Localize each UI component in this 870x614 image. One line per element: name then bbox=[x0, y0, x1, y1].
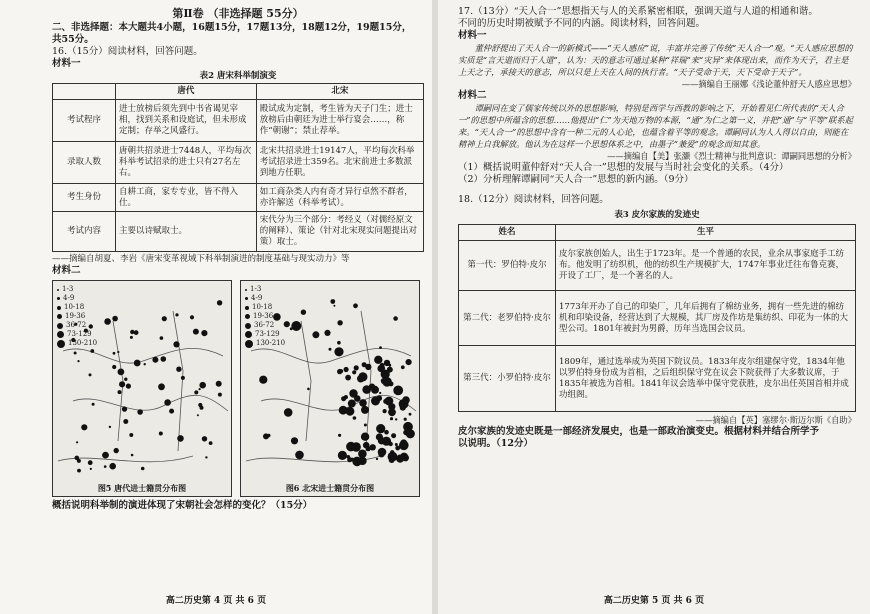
jinshi-dot bbox=[104, 465, 107, 468]
jinshi-dot bbox=[175, 313, 178, 316]
jinshi-dot bbox=[119, 381, 125, 387]
table-row bbox=[459, 346, 856, 412]
question-16: 16.（15分）阅读材料，回答问题。 bbox=[52, 46, 203, 57]
jinshi-dot bbox=[284, 408, 293, 417]
legend-item bbox=[57, 294, 97, 303]
song-cell: 殿试成为定制，考生皆为天子门生；进士放榜后由朝廷为进士举行宴会……，称作“朝谢”；禁止荐举。 bbox=[256, 100, 423, 142]
song-cell: 如工商杂类人内有奇才异行卓然不群者，亦许解送（科举考试）。 bbox=[256, 184, 423, 212]
jinshi-dot bbox=[295, 451, 304, 460]
legend-dot-icon bbox=[57, 340, 65, 348]
jinshi-dot bbox=[216, 381, 222, 387]
jinshi-dot bbox=[376, 395, 382, 401]
jinshi-dot bbox=[161, 356, 167, 362]
jinshi-dot bbox=[383, 399, 388, 404]
jinshi-dot bbox=[400, 405, 406, 411]
legend-label: 1-3 bbox=[250, 285, 262, 293]
material-2-quote: 谭嗣同在变了儒家传统以外的思想影响，特别是西学与西教的影响之下，开始看见仁所代表的“天人合一”的思想中所蕴含的思想……他提出“仁”为天地万物的本源，“通”为仁之第一义，并把“通”与“平等”联系起来。“天人合一”的思想中含有一种二元的人心论，也蕴含着平等的观念。谭嗣同认为人人得以自由，则能在精神上自我解放。他认为在这样一个思想体系之中，由墨子“兼爱”的观念而知其意。 bbox=[458, 103, 853, 149]
jinshi-dot bbox=[337, 369, 342, 374]
jinshi-dot bbox=[190, 315, 194, 319]
map-song bbox=[240, 280, 420, 497]
jinshi-dot bbox=[406, 359, 412, 365]
jinshi-dot bbox=[409, 413, 412, 416]
row-label: 录取人数 bbox=[53, 142, 116, 184]
jinshi-dot bbox=[364, 424, 367, 427]
jinshi-dot bbox=[137, 409, 143, 415]
legend-dot-icon bbox=[245, 289, 247, 291]
jinshi-dot bbox=[369, 384, 376, 391]
jinshi-dot bbox=[173, 341, 179, 347]
table-row bbox=[53, 212, 424, 252]
tang-cell: 主要以诗赋取士。 bbox=[116, 212, 257, 252]
jinshi-dot bbox=[104, 318, 111, 325]
jinshi-dot bbox=[181, 376, 185, 380]
legend-item bbox=[245, 294, 285, 303]
legend-label: 10-18 bbox=[64, 303, 85, 311]
generation-text: 1809年，通过选举成为英国下院议员。1833年皮尔组建保守党，1834年他以罗伯特身份成为首相，之后组织保守党在议会下院获得了大多数议席，于1835年被选为首相。1841年议会选举中保守党获胜，皮尔出任英国首相并成功组阁。 bbox=[556, 346, 856, 412]
jinshi-dot bbox=[333, 305, 335, 307]
jinshi-dot bbox=[347, 444, 354, 451]
legend-label: 73-129 bbox=[255, 330, 280, 338]
jinshi-dot bbox=[113, 352, 116, 355]
legend-dot-icon bbox=[245, 340, 253, 348]
table-row bbox=[459, 291, 856, 346]
jinshi-dot bbox=[388, 408, 396, 416]
question-16-prompt: 概括说明科举制的演进体现了宋朝社会怎样的变化？（15分） bbox=[52, 500, 313, 511]
left-page bbox=[0, 0, 432, 614]
tang-cell: 自耕工商，家专专业，皆不得入仕。 bbox=[116, 184, 257, 212]
jinshi-dot bbox=[201, 330, 207, 336]
jinshi-dot bbox=[393, 316, 398, 321]
jinshi-dot bbox=[144, 363, 146, 365]
material-2-label: 材料二 bbox=[458, 90, 487, 101]
right-page bbox=[438, 0, 870, 614]
jinshi-dot bbox=[134, 330, 139, 335]
map-border-line bbox=[63, 348, 223, 363]
jinshi-dot bbox=[74, 352, 77, 355]
song-cell: 宋代分为三个部分：考经义（对儒经原文的阐释）、策论（针对北宋现实问题提出对策）取士。 bbox=[256, 212, 423, 252]
row-label: 考试内容 bbox=[53, 212, 116, 252]
jinshi-dot bbox=[218, 393, 222, 397]
material-2-label: 材料二 bbox=[52, 265, 81, 276]
jinshi-dot bbox=[352, 370, 356, 374]
legend-dot-icon bbox=[245, 306, 249, 310]
table-row bbox=[53, 142, 424, 184]
jinshi-dot bbox=[152, 357, 158, 363]
table-row bbox=[53, 184, 424, 212]
jinshi-dot bbox=[194, 390, 198, 394]
jinshi-dot bbox=[291, 321, 301, 331]
map-border-line bbox=[173, 311, 183, 451]
material-1-label: 材料一 bbox=[458, 30, 487, 41]
sub-question-2: （2）分析理解谭嗣同“天人合一”思想的新内涵。（9分） bbox=[458, 174, 694, 185]
jinshi-dot bbox=[162, 316, 167, 321]
legend-dot-icon bbox=[245, 323, 251, 329]
jinshi-dot bbox=[358, 372, 367, 381]
table-header-tang: 唐代 bbox=[116, 84, 257, 100]
generation-label: 第二代：老罗伯特·皮尔 bbox=[459, 291, 556, 346]
jinshi-dot bbox=[376, 458, 378, 460]
legend-label: 36-72 bbox=[66, 321, 87, 329]
map-caption-song: 图6 北宋进士籍贯分布图 bbox=[285, 483, 375, 493]
jinshi-dot bbox=[117, 351, 119, 353]
map-legend bbox=[57, 285, 97, 348]
page-footer-right: 高二历史第 5 页 共 6 页 bbox=[603, 596, 705, 606]
table-header-name: 姓名 bbox=[459, 225, 556, 241]
material-1-label: 材料一 bbox=[52, 58, 81, 69]
jinshi-dot bbox=[159, 432, 163, 436]
jinshi-dot bbox=[134, 360, 141, 367]
legend-item bbox=[245, 321, 285, 330]
legend-item bbox=[245, 330, 285, 339]
jinshi-dot bbox=[395, 443, 398, 446]
legend-label: 130-210 bbox=[256, 339, 286, 347]
jinshi-dot bbox=[379, 392, 381, 394]
instruction-line2: 共55分。 bbox=[52, 34, 94, 45]
legend-item bbox=[245, 285, 285, 294]
jinshi-dot bbox=[141, 467, 145, 471]
table-row bbox=[459, 241, 856, 291]
jinshi-dot bbox=[217, 300, 222, 305]
jinshi-dot bbox=[338, 434, 341, 437]
table-3 bbox=[458, 224, 856, 412]
legend-dot-icon bbox=[245, 297, 248, 300]
jinshi-dot bbox=[404, 418, 407, 421]
jinshi-dot bbox=[126, 384, 131, 389]
jinshi-dot bbox=[131, 454, 134, 457]
jinshi-dot bbox=[395, 418, 397, 420]
legend-label: 19-36 bbox=[65, 312, 86, 320]
jinshi-dot bbox=[399, 441, 409, 451]
jinshi-dot bbox=[376, 424, 385, 433]
jinshi-dot bbox=[263, 433, 269, 439]
jinshi-dot bbox=[202, 436, 207, 441]
jinshi-dot bbox=[391, 433, 396, 438]
legend-dot-icon bbox=[57, 323, 63, 329]
jinshi-dot bbox=[359, 399, 367, 407]
jinshi-dot bbox=[291, 437, 298, 444]
jinshi-dot bbox=[200, 406, 204, 410]
table-2-title: 表2 唐宋科举制演变 bbox=[199, 71, 277, 81]
jinshi-dot bbox=[129, 433, 133, 437]
legend-item bbox=[57, 303, 97, 312]
legend-label: 4-9 bbox=[63, 294, 75, 302]
jinshi-dot bbox=[362, 362, 367, 367]
legend-item bbox=[245, 303, 285, 312]
question-18: 18.（12分）阅读材料，回答问题。 bbox=[458, 194, 609, 205]
jinshi-dot bbox=[307, 388, 310, 391]
jinshi-dot bbox=[379, 346, 382, 349]
jinshi-dot bbox=[124, 378, 127, 381]
legend-item bbox=[57, 339, 97, 348]
jinshi-dot bbox=[384, 430, 389, 435]
table-header-empty bbox=[53, 84, 116, 100]
question-17-line2: 不同的历史时期被赋予不同的内涵。阅读材料，回答问题。 bbox=[458, 18, 706, 29]
legend-label: 19-36 bbox=[253, 312, 274, 320]
jinshi-dot bbox=[290, 327, 293, 330]
jinshi-dot bbox=[395, 446, 400, 451]
material-1-quote: 董仲舒提出了天人合一的新模式——“天人感应”说，丰富并完善了传统“天人合一”观。“天人感应思想的实质是“言天道而归于人道”，认为：天的意志可通过某种“祥瑞”来“灾异”来体现出来，而作为天子，君主是上天之子，承接天的意志，所以只是上天在人间的执行者。“天子受命于天，天下受命于天子”。 bbox=[458, 43, 853, 77]
jinshi-dot bbox=[389, 442, 393, 446]
jinshi-dot bbox=[176, 367, 181, 372]
jinshi-dot bbox=[387, 367, 393, 373]
tang-cell: 唐朝共招录进士7448人，平均每次科举考试招录的进士只有27名左右。 bbox=[116, 142, 257, 184]
generation-text: 皮尔家族创始人，出生于1723年。是一个普通的农民，业余从事家庭手工纺布。他发明了纺织机，他的纺织生产规模扩大，1747年事业迁往布鲁克赛，开设了工厂，是一个著名的人。 bbox=[556, 241, 856, 291]
jinshi-dot bbox=[199, 388, 201, 390]
jinshi-dot bbox=[76, 441, 78, 443]
jinshi-dot bbox=[341, 396, 346, 401]
jinshi-dot bbox=[381, 378, 387, 384]
legend-dot-icon bbox=[245, 314, 250, 319]
jinshi-dot bbox=[259, 376, 267, 384]
table-2 bbox=[52, 83, 424, 252]
jinshi-dot bbox=[89, 373, 92, 376]
jinshi-dot bbox=[118, 390, 122, 394]
table-header-life: 生平 bbox=[556, 225, 856, 241]
instruction-line1: 二、非选择题：本大题共4小题，16题15分，17题13分，18题12分，19题15分， bbox=[52, 22, 412, 33]
legend-item bbox=[245, 312, 285, 321]
table-header-row bbox=[53, 84, 424, 100]
jinshi-dot bbox=[352, 457, 362, 467]
jinshi-dot bbox=[366, 446, 371, 451]
jinshi-dot bbox=[337, 320, 342, 325]
jinshi-dot bbox=[164, 399, 171, 406]
jinshi-dot bbox=[77, 360, 79, 362]
jinshi-dot bbox=[81, 424, 87, 430]
jinshi-dot bbox=[324, 330, 330, 336]
jinshi-dot bbox=[334, 347, 343, 356]
jinshi-dot bbox=[380, 363, 385, 368]
jinshi-dot bbox=[401, 365, 405, 369]
legend-dot-icon bbox=[57, 306, 61, 310]
jinshi-dot bbox=[353, 416, 357, 420]
jinshi-dot bbox=[329, 348, 332, 351]
jinshi-dot bbox=[404, 423, 410, 429]
jinshi-dot bbox=[374, 356, 382, 364]
jinshi-dot bbox=[354, 395, 361, 402]
section-title: 第Ⅱ卷 （非选择题 55分） bbox=[172, 7, 304, 20]
jinshi-dot bbox=[384, 360, 390, 366]
row-label: 考试程序 bbox=[53, 100, 116, 142]
table-header-row bbox=[459, 225, 856, 241]
jinshi-dot bbox=[88, 460, 93, 465]
jinshi-dot bbox=[339, 406, 348, 415]
tang-cell: 进士放榜后须先到中书省谒见宰相，找到关系和设庭试，但未形成定制；存举之风盛行。 bbox=[116, 100, 257, 142]
jinshi-dot bbox=[383, 409, 387, 413]
legend-dot-icon bbox=[245, 331, 252, 338]
legend-label: 36-72 bbox=[254, 321, 275, 329]
jinshi-dot bbox=[301, 310, 306, 315]
generation-text: 1773年开办了自己的印染厂，几年后拥有了棉纺业务，拥有一些先进的棉纺机和印染设备，经营达到了大规模，其厂房及作坊是集纺织、印花为一体的大型公司。1801年被封为男爵，历年当选国会议员。 bbox=[556, 291, 856, 346]
jinshi-dot bbox=[378, 448, 387, 457]
map-tang bbox=[52, 280, 232, 497]
map-border-line bbox=[73, 395, 228, 411]
jinshi-dot bbox=[114, 448, 119, 453]
jinshi-dot bbox=[330, 299, 335, 304]
jinshi-dot bbox=[354, 365, 359, 370]
table-2-source: ——摘编自胡夏、李岩《唐宋变革视域下科举制演进的制度基础与现实动力》等 bbox=[52, 254, 350, 264]
jinshi-dot bbox=[118, 369, 125, 376]
song-cell: 北宋共招录进士19147人，平均每次科举考试招录进士359名。北宋前进士多数派到地方任职。 bbox=[256, 142, 423, 184]
jinshi-dot bbox=[389, 381, 394, 386]
map-border-line bbox=[113, 321, 123, 441]
legend-label: 130-210 bbox=[68, 339, 98, 347]
jinshi-dot bbox=[169, 409, 174, 414]
generation-label: 第一代：罗伯特·皮尔 bbox=[459, 241, 556, 291]
material-1-source: ——摘编自王丽娜《浅论董仲舒天人感应思想》 bbox=[681, 79, 856, 89]
legend-label: 1-3 bbox=[62, 285, 74, 293]
jinshi-dot bbox=[92, 403, 95, 406]
question-17-line1: 17.（13分）“天人合一”思想指天与人的关系紧密相联，强调天道与人道的相通和谐。 bbox=[458, 6, 818, 17]
row-label: 考生身份 bbox=[53, 184, 116, 212]
material-2-source: ——摘编自【美】张灏《烈士精神与批判意识：谭嗣同思想的分析》 bbox=[607, 151, 856, 161]
jinshi-dot bbox=[348, 400, 356, 408]
jinshi-dot bbox=[122, 406, 127, 411]
legend-dot-icon bbox=[57, 297, 60, 300]
jinshi-dot bbox=[177, 435, 184, 442]
conclusion-line1: 皮尔家族的发迹史既是一部经济发展史，也是一部政治演变史。根据材料并结合所学予 bbox=[458, 426, 820, 437]
map-border-line bbox=[301, 321, 311, 441]
jinshi-dot bbox=[400, 453, 408, 461]
maps-row bbox=[52, 280, 424, 497]
jinshi-dot bbox=[338, 451, 347, 460]
legend-label: 10-18 bbox=[252, 303, 273, 311]
jinshi-dot bbox=[209, 441, 213, 445]
jinshi-dot bbox=[197, 414, 199, 416]
jinshi-dot bbox=[402, 396, 410, 404]
jinshi-dot bbox=[75, 456, 80, 461]
jinshi-dot bbox=[130, 336, 133, 339]
generation-label: 第三代：小罗伯特·皮尔 bbox=[459, 346, 556, 412]
legend-item bbox=[57, 330, 97, 339]
legend-item bbox=[57, 285, 97, 294]
conclusion-line2: 以说明。（12分） bbox=[458, 438, 533, 449]
jinshi-dot bbox=[344, 367, 349, 372]
jinshi-dot bbox=[345, 375, 351, 381]
map-caption-tang: 图5 唐代进士籍贯分布图 bbox=[97, 483, 187, 493]
jinshi-dot bbox=[160, 336, 164, 340]
table-header-song: 北宋 bbox=[256, 84, 423, 100]
jinshi-dot bbox=[109, 426, 111, 428]
legend-item bbox=[245, 339, 285, 348]
jinshi-dot bbox=[199, 382, 206, 389]
jinshi-dot bbox=[90, 349, 94, 353]
jinshi-dot bbox=[158, 383, 165, 390]
sub-question-1: （1）概括说明董仲舒对“天人合一”思想的发展与当时社会变化的关系。（4分） bbox=[458, 162, 789, 173]
page-footer-left: 高二历史第 4 页 共 6 页 bbox=[165, 596, 267, 606]
jinshi-dot bbox=[90, 468, 92, 470]
legend-item bbox=[57, 312, 97, 321]
jinshi-dot bbox=[393, 386, 403, 396]
table-3-source: ——摘编自【英】塞缪尔·斯迈尔斯《自助》 bbox=[695, 415, 856, 425]
legend-dot-icon bbox=[57, 331, 64, 338]
legend-dot-icon bbox=[57, 289, 59, 291]
table-row bbox=[53, 100, 424, 142]
jinshi-dot bbox=[112, 316, 118, 322]
legend-label: 4-9 bbox=[251, 294, 263, 302]
jinshi-dot bbox=[193, 329, 199, 335]
jinshi-dot bbox=[389, 457, 395, 463]
legend-item bbox=[57, 321, 97, 330]
legend-dot-icon bbox=[57, 314, 62, 319]
jinshi-dot bbox=[123, 419, 128, 424]
jinshi-dot bbox=[390, 417, 393, 420]
jinshi-dot bbox=[353, 303, 358, 308]
jinshi-dot bbox=[112, 365, 116, 369]
map-legend bbox=[245, 285, 285, 348]
legend-label: 73-129 bbox=[67, 330, 92, 338]
jinshi-dot bbox=[109, 463, 116, 470]
jinshi-dot bbox=[361, 406, 369, 414]
jinshi-dot bbox=[361, 433, 369, 441]
jinshi-dot bbox=[312, 331, 319, 338]
table-3-title: 表3 皮尔家族的发迹史 bbox=[614, 210, 700, 220]
jinshi-dot bbox=[77, 469, 81, 473]
jinshi-dot bbox=[390, 450, 394, 454]
jinshi-dot bbox=[102, 452, 109, 459]
jinshi-dot bbox=[205, 456, 207, 458]
jinshi-dot bbox=[337, 341, 341, 345]
jinshi-dot bbox=[378, 437, 385, 444]
